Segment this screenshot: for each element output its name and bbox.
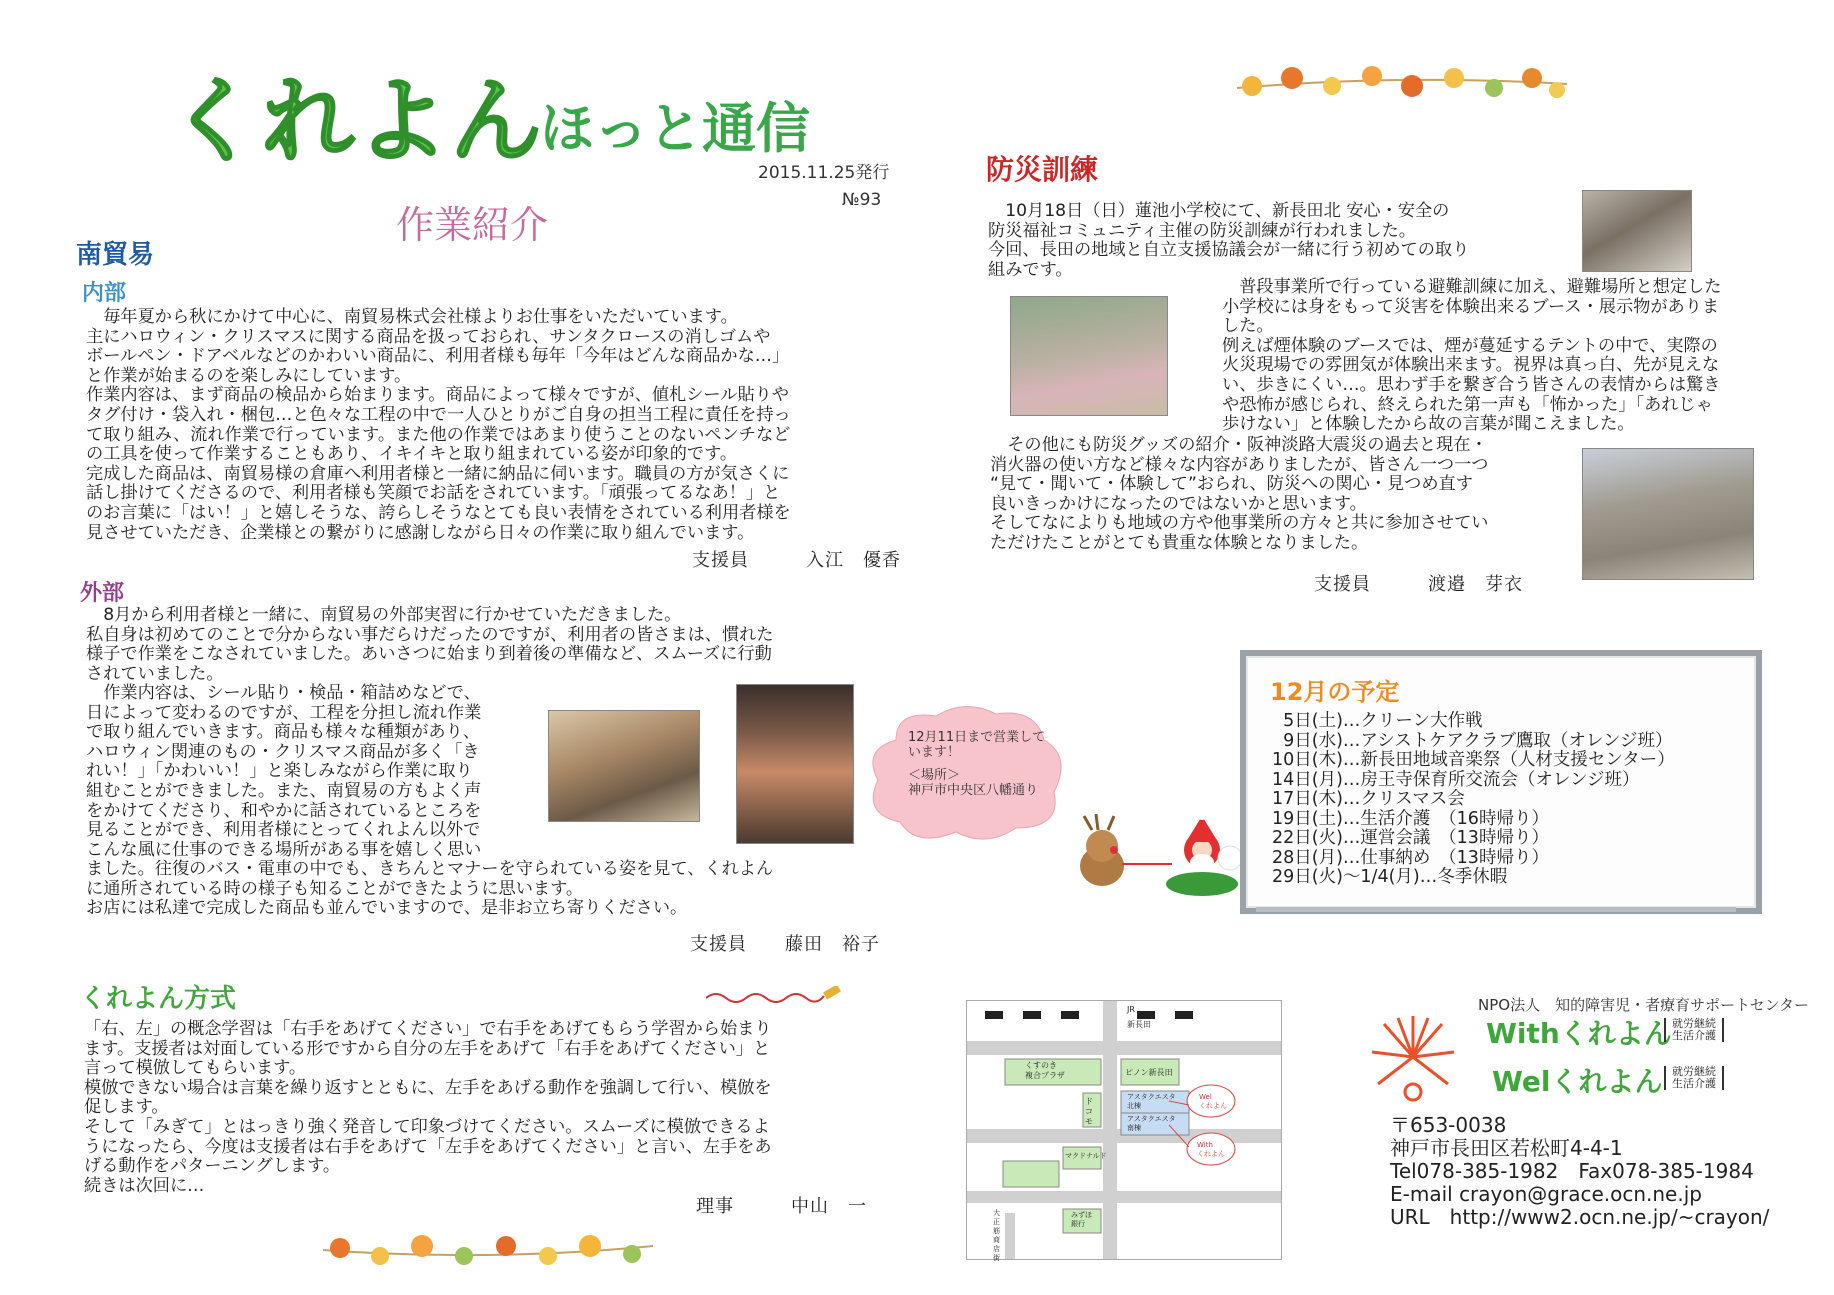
location-map xyxy=(966,1000,1282,1260)
schedule-item: 17日(木)…クリスマス会 xyxy=(1272,789,1465,809)
map-label-asta-south: アスタクエスタ 南棟 xyxy=(1127,1115,1176,1132)
issue-date: 2015.11.25発行 xyxy=(758,163,890,183)
newsletter-subtitle: ほっと通信 xyxy=(540,97,810,160)
map-label-with: With くれよん xyxy=(1197,1141,1225,1158)
work-section-heading: 作業紹介 xyxy=(396,203,549,247)
outer-text-bottom: ました。往復のバス・電車の中でも、きちんとマナーを守られている姿を見て、くれよん に通所されている時の様子も知ることができたように思います。 お店には私達で完成した商品も並んでいますので、是非お立ち寄りください。 xyxy=(86,859,774,919)
bubble-line-2: います！ xyxy=(908,745,961,760)
sun-logo xyxy=(1368,1012,1458,1102)
phone-fax: Tel078-385-1982 Fax078-385-1984 xyxy=(1390,1159,1754,1183)
whiteboard-tray xyxy=(1256,907,1736,912)
map-label-kusunoki: くすのき 複合プラザ xyxy=(1025,1061,1065,1080)
disaster-heading: 防災訓練 xyxy=(986,153,1099,186)
santa-reindeer-icon xyxy=(1062,806,1242,906)
schedule-item: 14日(月)…房王寺保育所交流会（オレンジ班） xyxy=(1272,769,1640,790)
method-text: 「右、左」の概念学習は「右手をあげてください」で右手をあげてもらう学習から始まり ます。支援者は対面している形ですから自分の左手をあげて「右手をあげてください」と 言って模倣してもらいます。 模倣できない場合は言葉を繰り返すとともに、左手をあげる動作を強調して行い、模倣を 促します。 そして「みぎて」とはっきり強く発音して印象づけてください。スムーズに模倣できるよ うになったら、今度は支援者は右手をあげて「左手をあげてください」と言い、左手をあ げる動作をパターニングします。 続きは次回に… xyxy=(84,1019,772,1196)
warehouse-photo-2 xyxy=(736,684,854,844)
map-label-pinon: ピノン新長田 xyxy=(1125,1068,1173,1077)
map-label-shotengai: 大正筋商店街 xyxy=(993,1209,1000,1262)
schedule-item: 19日(土)…生活介護 （16時帰り） xyxy=(1272,808,1549,829)
method-heading: くれよん方式 xyxy=(80,984,237,1014)
postal-code: 〒653-0038 xyxy=(1390,1113,1507,1137)
method-signature: 理事 中山 一 xyxy=(696,1196,867,1217)
issue-number: №93 xyxy=(842,190,882,210)
schedule-list xyxy=(1272,712,1675,888)
email-link[interactable]: E-mail crayon@grace.ocn.ne.jp xyxy=(1390,1182,1702,1206)
schedule-item: 28日(月)…仕事納め （13時帰り） xyxy=(1272,847,1549,868)
outer-signature: 支援員 藤田 裕子 xyxy=(690,934,880,955)
schedule-item: 10日(木)…新長田地域音楽祭（人材支援センター） xyxy=(1272,750,1675,770)
wel-crayon-tag: 就労継続 生活介護 xyxy=(1664,1066,1724,1090)
sun-logo-icon xyxy=(1368,1012,1458,1102)
website-link[interactable]: URL http://www2.ocn.ne.jp/~crayon/ xyxy=(1390,1205,1770,1229)
inner-text: 毎年夏から秋にかけて中心に、南貿易株式会社様よりお仕事をいただいています。 主にハロウィン・クリスマスに関する商品を扱っておられ、サンタクロースの消しゴムや ボールペン・ドアベルなどのかわいい商品に、利用者様も毎年「今年はどんな商品かな…」 と作業が始まるのを楽しみにしています。 作業内容は、まず商品の検品から始まります。商品によって様々ですが、値札シール貼りや タグ付け・袋入れ・梱包…と色々な工程の中で一人ひとりがご自身の担当工程に責任を持っ て取り組み、流れ作業で行っています。また他の作業ではあまり使うことのないペンチなど の工具を使って作業することもあり、イキイキと取り組まれている姿が印象的です。 完成した商品は、南貿易様の倉庫へ利用者様と一緒に納品に伺います。職員の方が気さくに 話し掛けてくださるので、利用者様も笑顔でお話をされています。「頑張ってるなあ！」と のお言葉に「はい！」と嬉しそうな、誇らしそうなとても良い表情をされている利用者様を 見させていただき、企業様との繋がりに感謝しながら日々の作業に取り組んでいます。 xyxy=(86,307,791,543)
leaf-garland-bottom xyxy=(318,1222,658,1272)
bubble-line-3: ＜場所＞ xyxy=(908,768,961,783)
map-label-docomo: ドコモ xyxy=(1085,1097,1093,1126)
map-label-station: JR xyxy=(1127,1005,1135,1014)
schedule-whiteboard xyxy=(1240,650,1762,914)
map-label-asta-north: アスタクエスタ 北棟 xyxy=(1127,1093,1176,1110)
map-label-mizuho: みずほ 銀行 xyxy=(1071,1211,1092,1228)
address: 神戸市長田区若松町4-4-1 xyxy=(1390,1136,1623,1160)
bubble-line-4: 神戸市中央区八幡通り xyxy=(908,783,1039,798)
training-photo-extinguisher xyxy=(1010,296,1168,416)
map-streets-icon xyxy=(967,1001,1281,1259)
training-photo-cpr xyxy=(1582,190,1692,272)
notice-bubble xyxy=(866,700,1072,848)
disaster-text-2: 普段事業所で行っている避難訓練に加え、避難場所と想定した 小学校には身をもって災害を体験出来るブース・展示物がありま した。 例えば煙体験のブースでは、煙が蔓延するテントの中で、実際の 火災現場での雰囲気が体験出来ます。視界は真っ白、先が見えな い、歩きにくい…。思わず手を繋ぎ合う皆さんの表情からは驚き や恐怖が感じられ、終えられた第一声も「怖かった」「あれじゃ 歩けない」と体験したから故の言葉が聞こえました。 xyxy=(1222,277,1722,435)
outer-label: 外部 xyxy=(80,581,125,606)
newsletter-title: くれよん xyxy=(168,68,545,175)
map-label-wel: Wel くれよん xyxy=(1199,1093,1227,1110)
training-photo-crowd xyxy=(1582,448,1754,580)
schedule-item: 22日(火)…運営会議 （13時帰り） xyxy=(1272,828,1549,848)
with-crayon-tag: 就労継続 生活介護 xyxy=(1664,1018,1724,1042)
pencil-decoration xyxy=(706,986,846,1006)
with-crayon-name: Withくれよん xyxy=(1486,1017,1672,1050)
schedule-title: 12月の予定 xyxy=(1270,678,1400,706)
schedule-item: 29日(火)〜1/4(月)…冬季休暇 xyxy=(1272,867,1508,887)
leaf-garland-top xyxy=(1232,56,1572,106)
org-title: NPO法人 知的障害児・者療育サポートセンター xyxy=(1478,996,1810,1014)
outer-text-left: 作業内容は、シール貼り・検品・箱詰めなどで、 日によって変わるのですが、工程を分担し流れ作業 で取り組んでいきます。商品も様々な種類があり、 ハロウィン関連のもの・クリスマス商品が多く「き れい！」「かわいい！」と楽しみながら作業に取り 組むことができました。また、南貿易の方もよく声 をかけてくださり、和やかに話されているところを 見ることができ、利用者様にとってくれよん以外で こんな風に仕事のできる場所がある事を嬉しく思い xyxy=(86,683,482,860)
outer-text-top: 8月から利用者様と一緒に、南貿易の外部実習に行かせていただきました。 私自身は初めてのことで分からない事だらけだったのですが、利用者の皆さまは、慣れた 様子で作業をこなされていました。あいさつに始まり到着後の準備など、スムーズに行動 されていました。 xyxy=(86,605,774,684)
disaster-text-1: 10月18日（日）蓮池小学校にて、新長田北 安心・安全の 防災福祉コミュニティ主催の防災訓練が行われました。 今回、長田の地域と自立支援協議会が一緒に行う初めての取り 組みです。 xyxy=(988,201,1470,280)
wel-crayon-name: Welくれよん xyxy=(1492,1065,1663,1098)
disaster-signature: 支援員 渡邉 芽衣 xyxy=(1314,574,1523,595)
bubble-line-1: 12月11日まで営業して xyxy=(908,730,1046,745)
leaf-garland-icon xyxy=(1232,56,1572,106)
map-label-mcdonalds: マクドナルド xyxy=(1065,1152,1107,1160)
leaf-garland-icon xyxy=(318,1222,658,1272)
schedule-item: 9日(水)…アシストケアクラブ鷹取（オレンジ班） xyxy=(1272,730,1673,751)
inner-label: 内部 xyxy=(82,281,127,306)
schedule-item: 5日(土)…クリーン大作戦 xyxy=(1272,711,1483,731)
inner-signature: 支援員 入江 優香 xyxy=(692,550,901,571)
warehouse-photo-1 xyxy=(548,710,700,822)
map-label-shinnagata: 新長田 xyxy=(1127,1020,1151,1029)
pencil-icon xyxy=(706,986,846,1006)
disaster-text-3: その他にも防災グッズの紹介・阪神淡路大震災の過去と現在・ 消火器の使い方など様々な内容がありましたが、皆さん一つ一つ “見て・聞いて・体験して”おられ、防災への関心・見つめ直す 良いきっかけになったのではないかと思います。 そしてなによりも地域の方や他事業所の方々と共に参加させてい ただけたことがとても貴重な体験となりました。 xyxy=(990,435,1489,553)
santa-sleigh-illustration xyxy=(1062,806,1242,906)
company-heading: 南貿易 xyxy=(76,240,155,270)
